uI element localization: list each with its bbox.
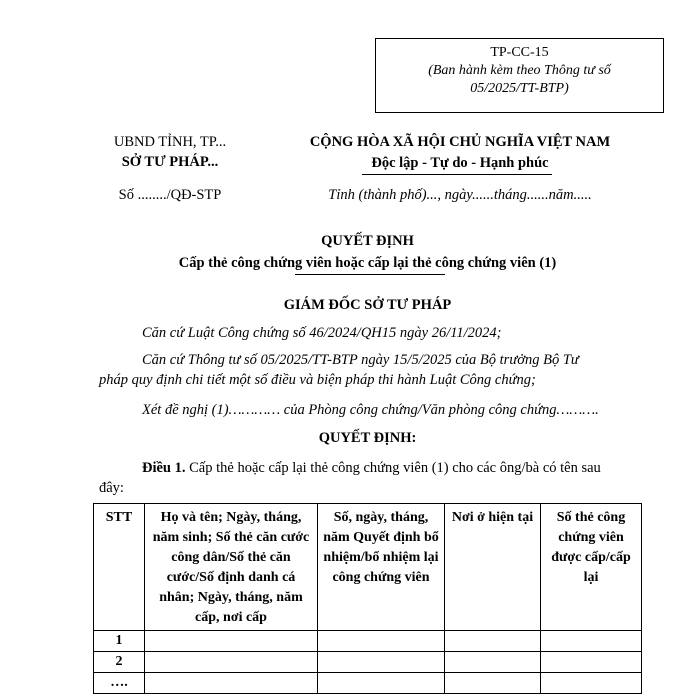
table-cell	[145, 673, 318, 694]
table-cell	[318, 652, 445, 673]
document-number: Số ......../QĐ-STP	[118, 187, 222, 203]
legal-basis-2-line2: pháp quy định chi tiết một số điều và biện pháp thi hành Luật Công chứng;	[99, 372, 536, 388]
place-and-date: Tỉnh (thành phố)..., ngày......tháng......năm.....	[328, 187, 592, 203]
table-header-row	[94, 504, 642, 631]
form-code: TP-CC-15	[490, 45, 549, 60]
legal-basis-1: Căn cứ Luật Công chứng số 46/2024/QH15 ngày 26/11/2024;	[142, 325, 502, 341]
proposal-line: Xét đề nghị (1)………… của Phòng công chứng/Văn phòng công chứng……….	[142, 402, 599, 418]
table-cell	[541, 652, 642, 673]
table-cell	[541, 673, 642, 694]
col-header-stt: STT	[94, 504, 145, 631]
national-title: CỘNG HÒA XÃ HỘI CHỦ NGHĨA VIỆT NAM	[309, 134, 611, 150]
article-1-label: Điều 1.	[142, 460, 186, 476]
table-cell	[445, 673, 541, 694]
table-cell	[145, 631, 318, 652]
table-cell	[318, 631, 445, 652]
table-cell	[445, 631, 541, 652]
col-header-personal-info: Họ và tên; Ngày, tháng, năm sinh; Số thẻ căn cước công dân/Số thẻ căn cước/Số định danh cá nhân; Ngày, tháng, năm cấp, nơi cấp	[145, 504, 318, 631]
table-cell	[145, 652, 318, 673]
table-cell	[445, 652, 541, 673]
department-name: SỞ TƯ PHÁP...	[121, 154, 219, 170]
decision-heading: QUYẾT ĐỊNH:	[318, 430, 417, 446]
agency-name: UBND TỈNH, TP...	[113, 134, 227, 150]
motto-underline	[362, 174, 552, 175]
col-header-card-number: Số thẻ công chứng viên được cấp/cấp lại	[541, 504, 642, 631]
issuer-title: GIÁM ĐỐC SỞ TƯ PHÁP	[283, 297, 452, 313]
legal-basis-2-line1: Căn cứ Thông tư số 05/2025/TT-BTP ngày 15/5/2025 của Bộ trưởng Bộ Tư	[142, 352, 579, 368]
decision-subtitle: Cấp thẻ công chứng viên hoặc cấp lại thẻ công chứng viên (1)	[178, 255, 557, 271]
form-issuance-note-line1: (Ban hành kèm theo Thông tư số	[428, 63, 611, 78]
row-number: 2	[94, 652, 145, 673]
table-row	[94, 652, 642, 673]
card-recipients-table	[93, 503, 642, 694]
subtitle-underline	[295, 274, 445, 275]
national-motto: Độc lập - Tự do - Hạnh phúc	[371, 155, 549, 171]
table-row	[94, 673, 642, 694]
col-header-appointment-decision: Số, ngày, tháng, năm Quyết định bổ nhiệm/bổ nhiệm lại công chứng viên	[318, 504, 445, 631]
row-number: ….	[94, 673, 145, 694]
table-row	[94, 631, 642, 652]
table-cell	[318, 673, 445, 694]
col-header-residence: Nơi ở hiện tại	[445, 504, 541, 631]
article-1-line2: đây:	[99, 480, 124, 496]
form-code-box	[375, 38, 664, 113]
article-1-text: Cấp thẻ hoặc cấp lại thẻ công chứng viên (1) cho các ông/bà có tên sau	[185, 460, 601, 476]
table-cell	[541, 631, 642, 652]
form-issuance-note-line2: 05/2025/TT-BTP)	[470, 81, 569, 96]
decision-title: QUYẾT ĐỊNH	[321, 233, 414, 249]
row-number: 1	[94, 631, 145, 652]
article-1-line1	[142, 458, 601, 478]
